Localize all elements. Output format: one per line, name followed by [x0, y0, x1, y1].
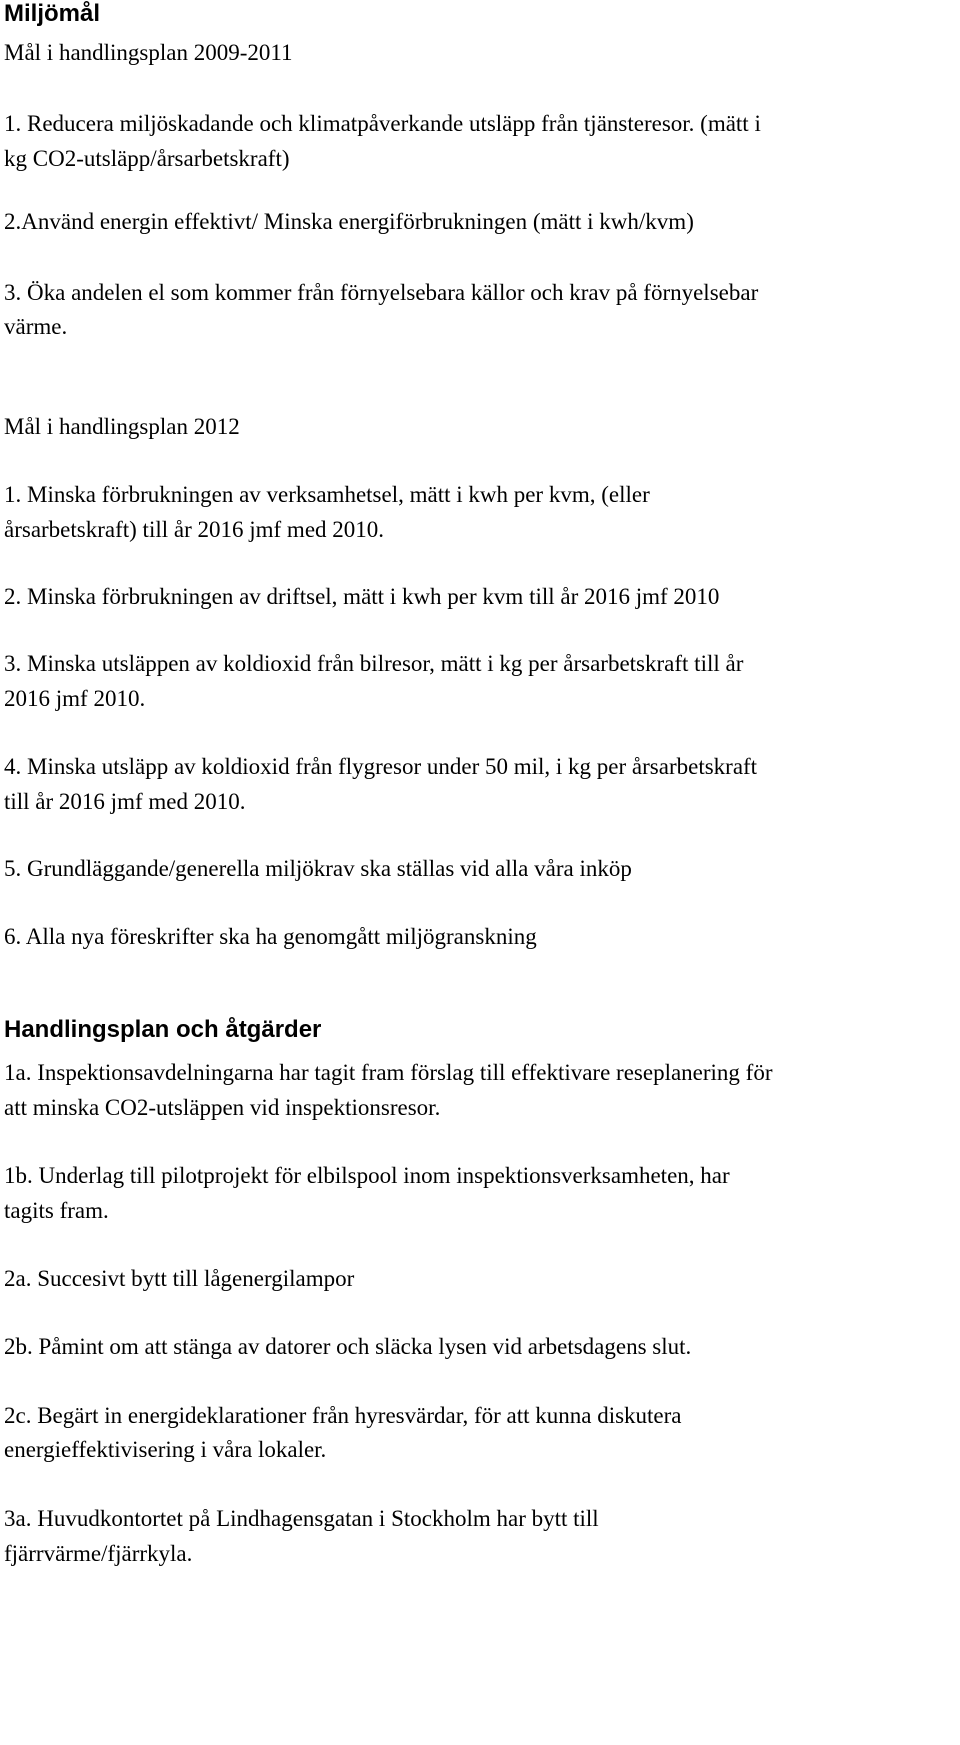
- plan-subtitle-2012: Mål i handlingsplan 2012: [4, 414, 240, 439]
- goal-line: 3. Öka andelen el som kommer från förnyelsebara källor och krav på förnyelsebar: [4, 280, 759, 305]
- goal-line: värme.: [4, 314, 68, 339]
- action-line: 3a. Huvudkontortet på Lindhagensgatan i Stockholm har bytt till: [4, 1506, 599, 1531]
- action-line: 2a. Succesivt bytt till lågenergilampor: [4, 1266, 355, 1291]
- action-line: 1a. Inspektionsavdelningarna har tagit fram förslag till effektivare reseplanering för: [4, 1060, 773, 1085]
- goal-line: 1. Minska förbrukningen av verksamhetsel, mätt i kwh per kvm, (eller: [4, 482, 650, 507]
- goal-line: årsarbetskraft) till år 2016 jmf med 2010.: [4, 517, 385, 542]
- goal-line: till år 2016 jmf med 2010.: [4, 789, 246, 814]
- goal-line: kg CO2-utsläpp/årsarbetskraft): [4, 146, 290, 171]
- goal-line: 2.Använd energin effektivt/ Minska energiförbrukningen (mätt i kwh/kvm): [4, 209, 694, 234]
- page-title: Miljömål: [4, 0, 101, 27]
- goal-line: 2. Minska förbrukningen av driftsel, mätt i kwh per kvm till år 2016 jmf 2010: [4, 584, 720, 609]
- action-line: fjärrvärme/fjärrkyla.: [4, 1541, 193, 1566]
- action-line: tagits fram.: [4, 1198, 109, 1223]
- goal-line: 5. Grundläggande/generella miljökrav ska ställas vid alla våra inköp: [4, 856, 632, 881]
- action-line: 2b. Påmint om att stänga av datorer och släcka lysen vid arbetsdagens slut.: [4, 1334, 692, 1359]
- action-line: 2c. Begärt in energideklarationer från hyresvärdar, för att kunna diskutera: [4, 1403, 682, 1428]
- goal-line: 4. Minska utsläpp av koldioxid från flygresor under 50 mil, i kg per årsarbetskraft: [4, 754, 758, 779]
- plan-subtitle-2009-2011: Mål i handlingsplan 2009-2011: [4, 40, 293, 65]
- section-heading-actions: Handlingsplan och åtgärder: [4, 1016, 322, 1043]
- goal-line: 6. Alla nya föreskrifter ska ha genomgått miljögranskning: [4, 924, 537, 949]
- action-line: energieffektivisering i våra lokaler.: [4, 1437, 327, 1462]
- goal-line: 3. Minska utsläppen av koldioxid från bilresor, mätt i kg per årsarbetskraft till år: [4, 651, 744, 676]
- action-line: att minska CO2-utsläppen vid inspektionsresor.: [4, 1095, 441, 1120]
- goal-line: 1. Reducera miljöskadande och klimatpåverkande utsläpp från tjänsteresor. (mätt i: [4, 111, 761, 136]
- goal-line: 2016 jmf 2010.: [4, 686, 146, 711]
- action-line: 1b. Underlag till pilotprojekt för elbilspool inom inspektionsverksamheten, har: [4, 1163, 730, 1188]
